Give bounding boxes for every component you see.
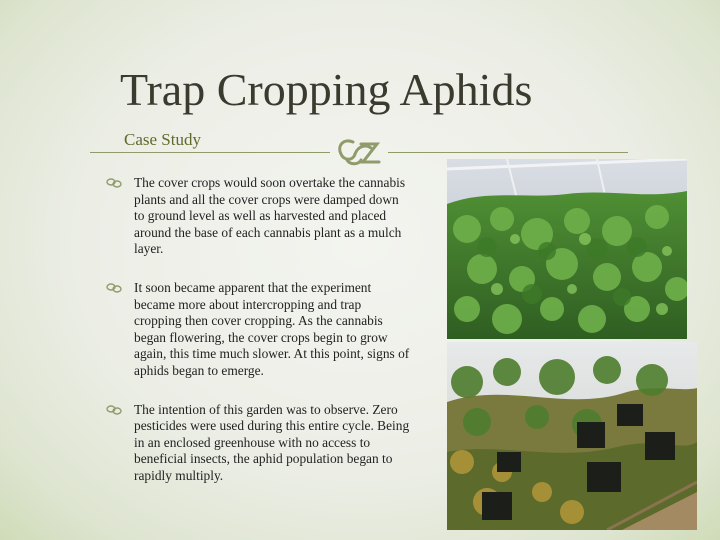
bullet-item [106,280,411,380]
scroll-ornament-icon [333,134,385,168]
slide-subtitle: Case Study [124,130,201,149]
divider-right [388,152,628,153]
bullet-text: The cover crops would soon overtake the cannabis plants and all the cover crops were damped down to ground level as well as harvested and placed around the base of each cannabis plant as a mulch layer. [134,175,406,257]
photo-cannabis-pots [447,342,697,530]
bullet-item [106,175,411,258]
bullet-text: The intention of this garden was to observe. Zero pesticides were used during this entire cycle. Being in an enclosed greenhouse with no access to beneficial insects, the aphid population began to rapidly multiply. [134,401,410,483]
photo-cover-crops [447,159,687,339]
link-bullet-icon [106,404,122,416]
link-bullet-icon [106,177,122,189]
link-bullet-icon [106,282,122,294]
bullet-list [106,175,411,485]
bullet-item [106,402,411,485]
bullet-text: It soon became apparent that the experiment became more about intercropping and trap cropping then cover cropping. As the cannabis began flowering, the cover crops begin to grow again, this time much slower. At this point, signs of aphids began to emerge. [134,279,410,378]
divider-left [90,152,330,153]
slide-title: Trap Cropping Aphids [120,64,533,115]
